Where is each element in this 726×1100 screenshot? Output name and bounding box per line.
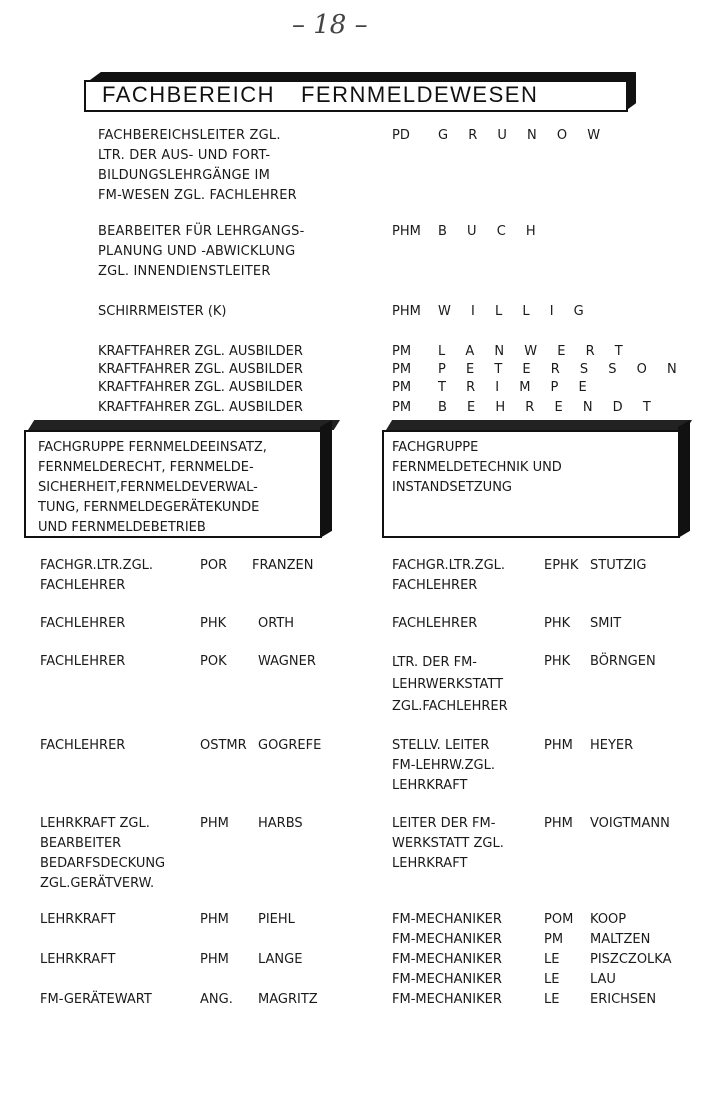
role-line: FACHBEREICHSLEITER ZGL. [98,128,281,143]
member-role: FACHLEHRER [40,616,126,631]
member-rank: POM [544,912,574,927]
member-name: BÖRNGEN [590,654,656,669]
title-part-1: FACHBEREICH [102,82,275,107]
role-line: ZGL.GERÄTVERW. [40,876,155,891]
member-rank: LE [544,972,560,987]
member-rank: PM [544,932,564,947]
role-line: WERKSTATT ZGL. [392,836,504,851]
driver-role: KRAFTFAHRER ZGL. AUSBILDER [98,380,303,395]
group-right-frame-top [386,420,692,430]
member-name: LAU [590,972,616,987]
group-left-heading [38,438,267,538]
role-line: BILDUNGSLEHRGÄNGE IM [98,168,270,183]
member-rank: POR [200,558,228,573]
member-name: LANGE [258,952,303,967]
member-name: WAGNER [258,654,316,669]
schirrmeister-name: W I L L I G [438,304,592,319]
member-role: FACHLEHRER [392,616,478,631]
role-line: LEHRWERKSTATT [392,677,504,692]
member-name: HEYER [590,738,634,753]
member-name: GOGREFE [258,738,322,753]
driver-name: B E H R E N D T [438,400,659,415]
member-role [392,814,504,874]
heading-line: FACHGRUPPE FERNMELDEEINSATZ, [38,440,267,455]
member-role: FACHLEHRER [40,654,126,669]
role-line: BEARBEITER FÜR LEHRGANGS- [98,224,305,239]
heading-line: FERNMELDERECHT, FERNMELDE- [38,460,254,475]
schirrmeister-rank: PHM [392,304,421,319]
role-line: LEHRKRAFT [392,856,468,871]
driver-name: P E T E R S S O N [438,362,685,377]
role-line: LTR. DER AUS- UND FORT- [98,148,271,163]
member-rank: POK [200,654,227,669]
heading-line: SICHERHEIT,FERNMELDEVERWAL- [38,480,258,495]
member-role: FACHLEHRER [40,738,126,753]
member-name: HARBS [258,816,303,831]
member-rank: PHM [200,912,229,927]
member-name: SMIT [590,616,622,631]
driver-role: KRAFTFAHRER ZGL. AUSBILDER [98,344,303,359]
group-left-frame-top [28,420,340,430]
role-line: ZGL.FACHLEHRER [392,699,508,714]
role-line: ZGL. INNENDIENSTLEITER [98,264,271,279]
member-role [40,814,165,894]
member-rank: LE [544,952,560,967]
member-name: MAGRITZ [258,992,318,1007]
member-rank: PHK [544,616,571,631]
role-line: LEHRKRAFT ZGL. [40,816,150,831]
leader-rank: PD [392,128,410,143]
leader-role [98,126,297,206]
schirrmeister-role: SCHIRRMEISTER (K) [98,304,227,319]
member-role: FM-MECHANIKER [392,972,502,987]
member-rank: EPHK [544,558,579,573]
member-rank: ANG. [200,992,233,1007]
group-right-heading [392,438,562,498]
member-rank: OSTMR [200,738,247,753]
member-name: PIEHL [258,912,295,927]
member-rank: PHM [544,816,573,831]
heading-line: FERNMELDETECHNIK UND [392,460,562,475]
driver-name: T R I M P E [438,380,595,395]
driver-rank: PM [392,344,412,359]
member-role: FM-MECHANIKER [392,932,502,947]
driver-rank: PM [392,400,412,415]
driver-rank: PM [392,362,412,377]
role-line: LTR. DER FM- [392,655,478,670]
heading-line: UND FERNMELDEBETRIEB [38,520,206,535]
member-role: FM-MECHANIKER [392,912,502,927]
member-rank: PHK [200,616,227,631]
member-name: FRANZEN [252,558,314,573]
role-line: LEHRKRAFT [392,778,468,793]
page-title [102,82,538,108]
heading-line: TUNG, FERNMELDEGERÄTEKUNDE [38,500,260,515]
planner-name: B U C H [438,224,544,239]
driver-role: KRAFTFAHRER ZGL. AUSBILDER [98,400,303,415]
role-line: FM-WESEN ZGL. FACHLEHRER [98,188,297,203]
member-role [392,736,495,796]
role-line: PLANUNG UND -ABWICKLUNG [98,244,296,259]
member-role: FM-MECHANIKER [392,952,502,967]
leader-name: G R U N O W [438,128,609,143]
role-line: FACHGR.LTR.ZGL. [40,558,154,573]
driver-role: KRAFTFAHRER ZGL. AUSBILDER [98,362,303,377]
member-role: LEHRKRAFT [40,952,116,967]
role-line: FACHGR.LTR.ZGL. [392,558,506,573]
member-role: LEHRKRAFT [40,912,116,927]
member-name: VOIGTMANN [590,816,670,831]
title-part-2: FERNMELDEWESEN [300,82,539,107]
member-name: KOOP [590,912,627,927]
page-number: – 18 – [292,10,368,40]
member-rank: PHM [200,816,229,831]
role-line: BEDARFSDECKUNG [40,856,166,871]
member-role [392,652,508,718]
member-name: ERICHSEN [590,992,657,1007]
member-name: STUTZIG [590,558,647,573]
role-line: STELLV. LEITER [392,738,490,753]
member-name: ORTH [258,616,295,631]
heading-line: INSTANDSETZUNG [392,480,512,495]
member-rank: PHK [544,654,571,669]
driver-name: L A N W E R T [438,344,631,359]
role-line: LEITER DER FM- [392,816,496,831]
heading-line: FACHGRUPPE [392,440,479,455]
role-line: BEARBEITER [40,836,122,851]
member-name: MALTZEN [590,932,651,947]
planner-rank: PHM [392,224,421,239]
member-name: PISZCZOLKA [590,952,672,967]
role-line: FM-LEHRW.ZGL. [392,758,495,773]
member-role: FM-MECHANIKER [392,992,502,1007]
driver-rank: PM [392,380,412,395]
member-rank: LE [544,992,560,1007]
role-line: FACHLEHRER [392,578,478,593]
member-role [40,556,153,596]
member-role [392,556,505,596]
member-rank: PHM [200,952,229,967]
member-role: FM-GERÄTEWART [40,992,152,1007]
planner-role [98,222,304,282]
title-banner-shadow-top [90,72,636,80]
role-line: FACHLEHRER [40,578,126,593]
member-rank: PHM [544,738,573,753]
